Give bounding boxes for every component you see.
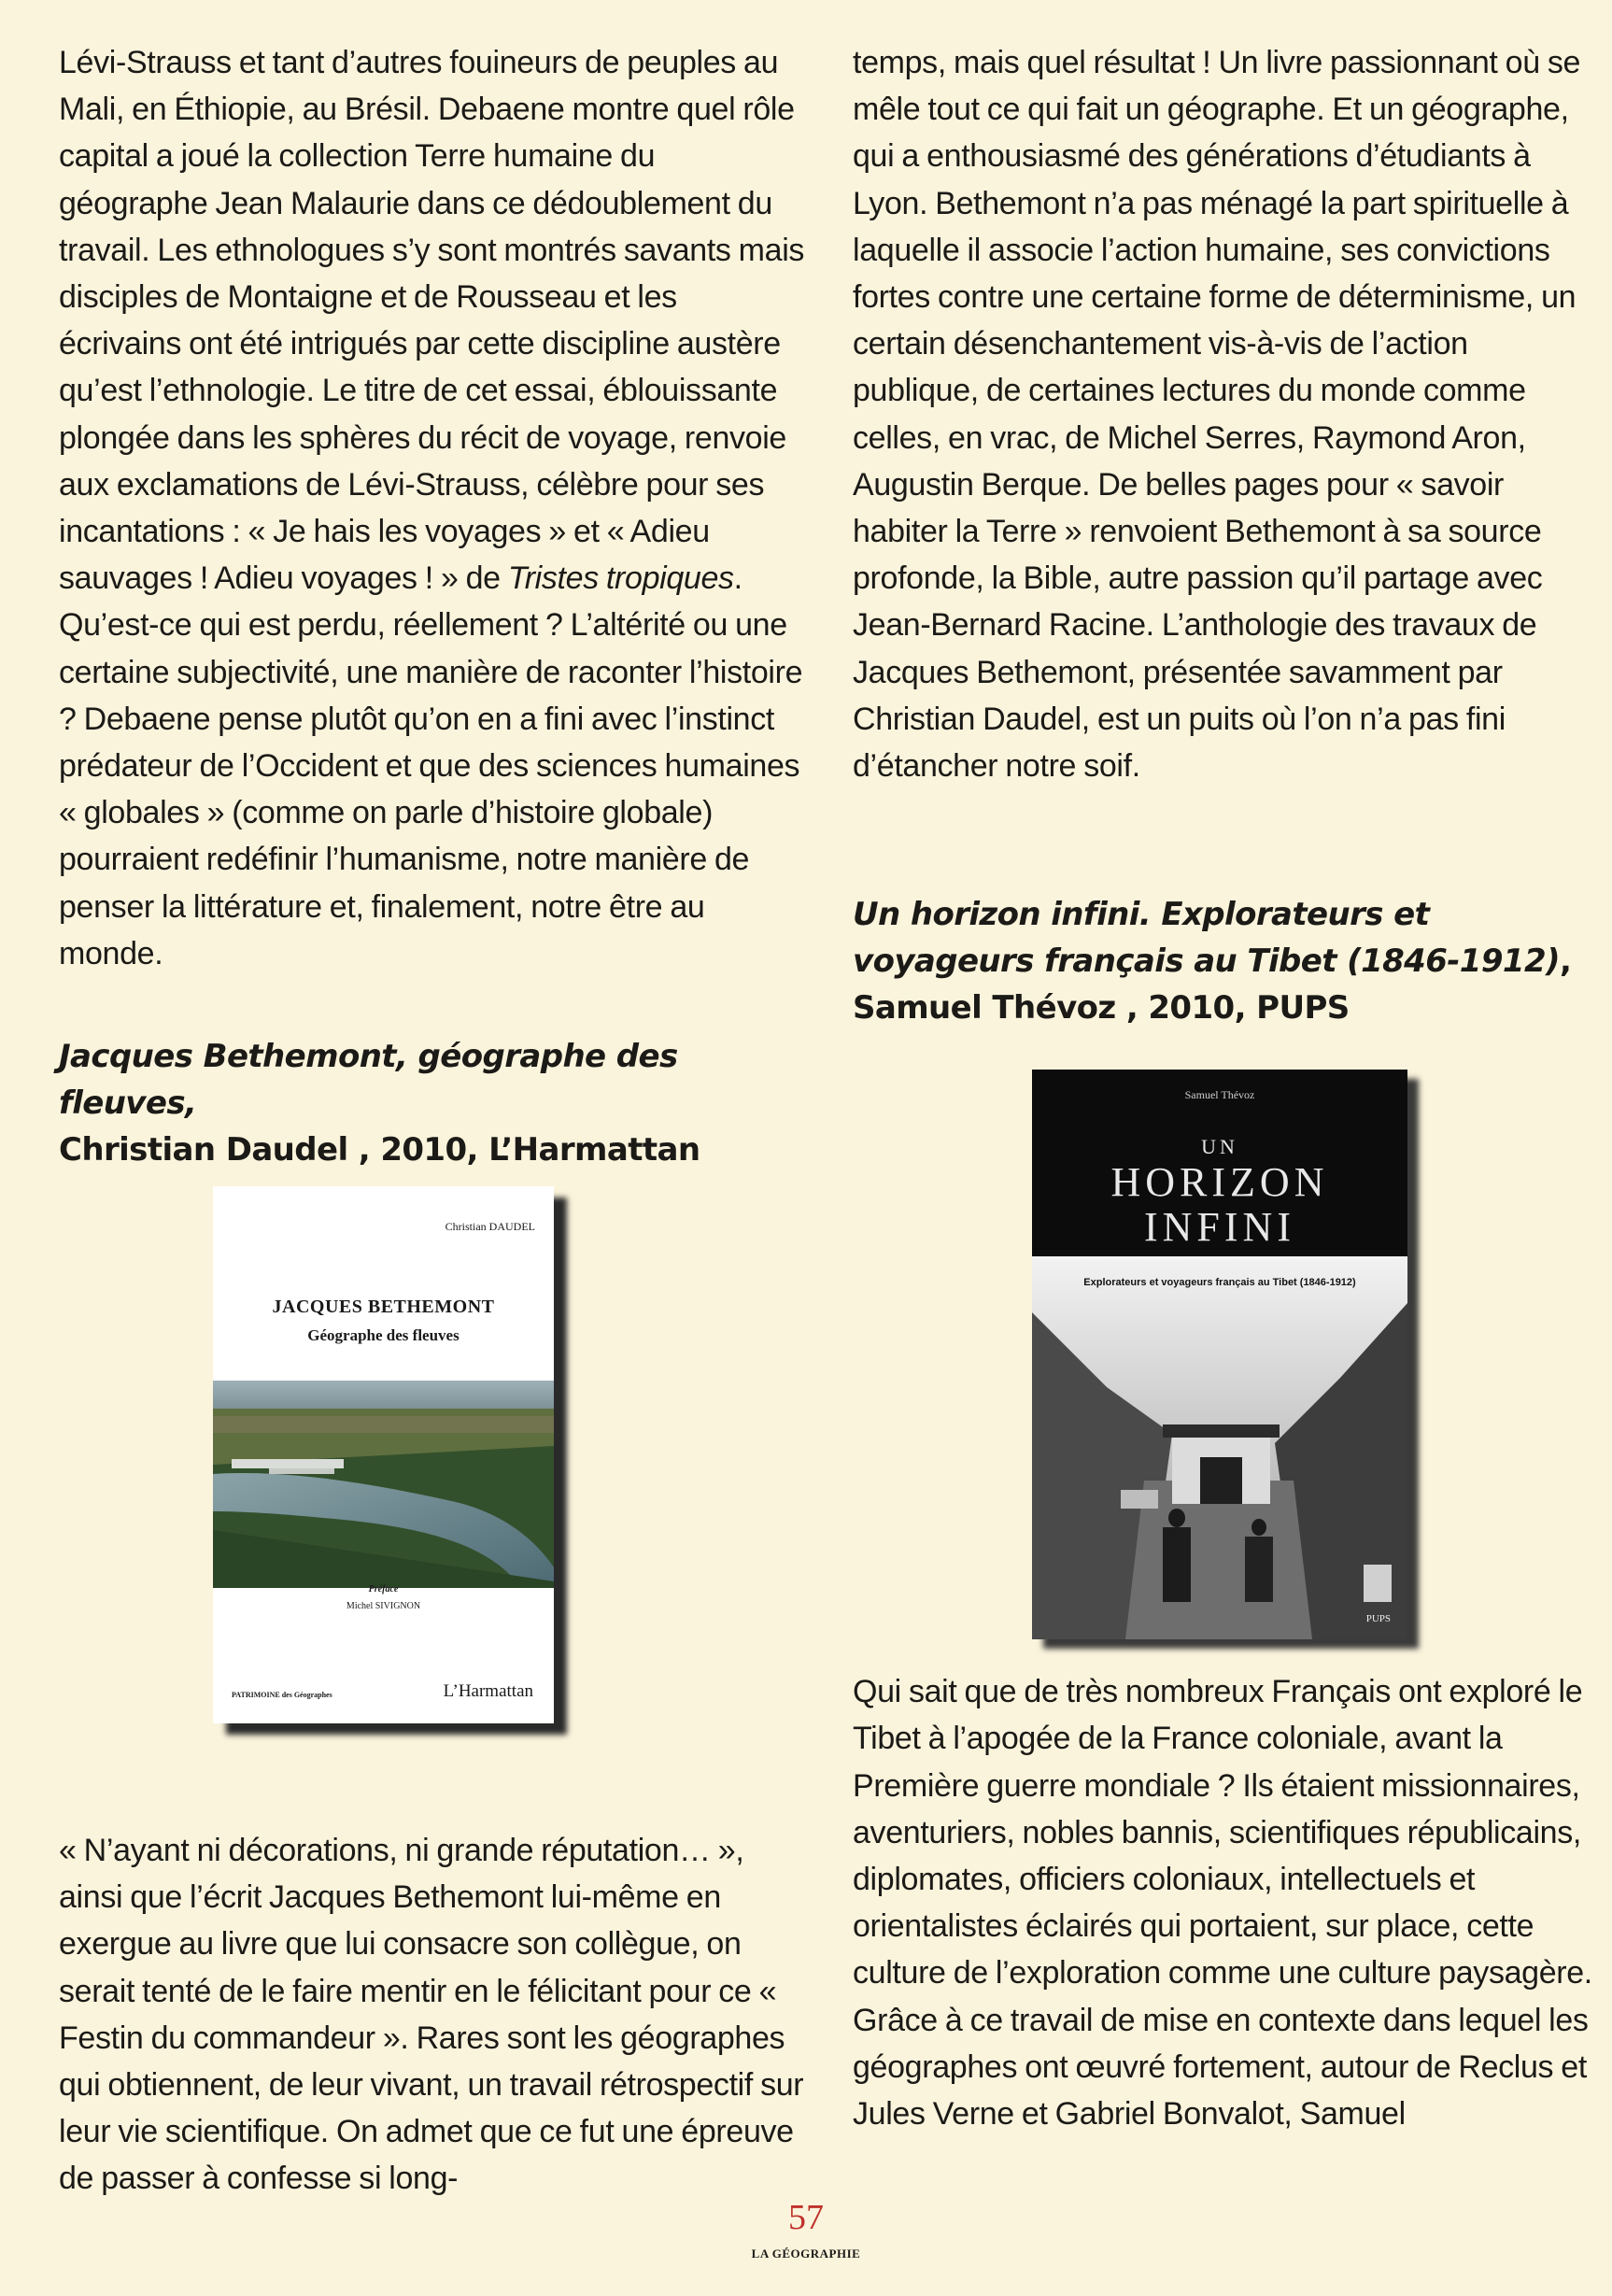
review-heading — [59, 1033, 806, 1173]
cover-title-line: HORIZON — [1110, 1159, 1329, 1205]
paragraph-text: Lévi-Strauss et tant d’autres fouineurs de peuples au Mali, en Éthiopie, au Brésil. Debaene montre quel rôle capital a joué la collection Terre humaine du géographe Jean Malaurie dans ce dédoublement du travail. Les ethnologues s’y sont montrés savants mais disciples de Montaigne et de Rousseau et les écrivains ont été intrigués par cette discipline austère qu’est l’ethnologie. Le titre de cet essai, éblouissante plongée dans les sphères du récit de voyage, renvoie aux exclamations de Lévi-Strauss, célèbre pour ses incantations : « Je hais les voyages » et « Adieu sauvages ! Adieu voyages ! » de — [59, 45, 805, 597]
cover-publisher: L’Harmattan — [443, 1681, 533, 1701]
cover-title-line: INFINI — [1144, 1204, 1295, 1250]
review-book-details: , Samuel Thévoz , 2010, PUPS — [853, 942, 1572, 1028]
cover-author: Samuel Thévoz — [1184, 1088, 1255, 1101]
review-heading — [853, 891, 1600, 1031]
cover-subtitle: Géographe des fleuves — [307, 1326, 460, 1344]
cover-collection: PATRIMOINE des Géographes — [232, 1691, 332, 1699]
cover-preface-name: Michel SIVIGNON — [346, 1601, 421, 1611]
cover-author: Christian DAUDEL — [445, 1220, 535, 1233]
tibet-monastery-photo — [1032, 1256, 1407, 1639]
paragraph-text: . Qu’est-ce qui est perdu, réellement ? L’altérité ou une certaine subjectivité, une manière de raconter l’histoire ? Debaene pense plutôt qu’on en a fini avec l’instinct prédateur de l’Occident et que des sciences humaines « globales » (comme on parle d’histoire globale) pourraient redéfinir l’humanisme, notre manière de penser la littérature et, finalement, notre être au monde. — [59, 560, 803, 971]
left-column — [59, 39, 806, 2203]
review-book-title: Un horizon infini. Explorateurs et voyageurs français au Tibet (1846-1912) — [853, 896, 1560, 981]
review-book-title: Jacques Bethemont, géographe des fleuves, — [59, 1038, 678, 1123]
review-book-details: Christian Daudel , 2010, L’Harmattan — [59, 1131, 700, 1169]
page-number: 57 — [788, 2198, 824, 2237]
cover-title: JACQUES BETHEMONT — [272, 1297, 495, 1317]
book-title-emphasis: Tristes tropiques — [507, 560, 734, 597]
book-cover-horizon-infini — [1032, 1070, 1407, 1639]
cover-preface-label: Préface — [368, 1584, 399, 1594]
cover-title-line: UN — [1201, 1135, 1238, 1158]
book-cover-bethemont — [213, 1186, 554, 1723]
cover-subtitle: Explorateurs et voyageurs français au Tibet (1846-1912) — [1083, 1277, 1356, 1288]
cover-publisher: PUPS — [1365, 1613, 1391, 1624]
article-paragraph — [59, 39, 806, 977]
article-paragraph: « N’ayant ni décorations, ni grande réputation… », ainsi que l’écrit Jacques Bethemont lui-même en exergue au livre que lui consacre son collègue, on serait tenté de le faire mentir en le félicitant pour ce « Festin du commandeur ». Rares sont les géographes qui obtiennent, de leur vivant, un travail rétrospectif sur leur vie scientifique. On admet que ce fut une épreuve de passer à confesse si long- — [59, 1833, 804, 2197]
running-footer: LA GÉOGRAPHIE — [751, 2246, 861, 2261]
article-paragraph: Qui sait que de très nombreux Français ont exploré le Tibet à l’apogée de la France coloniale, avant la Première guerre mondiale ? Ils étaient missionnaires, aventuriers, nobles bannis, scientifiques républicains, diplomates, officiers coloniaux, intellectuels et orientalistes éclairés qui portaient, sur place, cette culture de l’exploration comme une culture paysagère. Grâce à ce travail de mise en contexte dans lequel les géographes ont œuvré fortement, autour de Reclus et Jules Verne et Gabriel Bonvalot, Samuel — [853, 1674, 1592, 2133]
river-landscape-photo — [213, 1381, 554, 1588]
article-paragraph: temps, mais quel résultat ! Un livre passionnant où se mêle tout ce qui fait un géographe. Et un géographe, qui a enthousiasmé des générations d’étudiants à Lyon. Bethemont n’a pas ménagé la part spirituelle à laquelle il associe l’action humaine, ses convictions fortes contre une certaine forme de déterminisme, un certain désenchantement vis-à-vis de l’action publique, de certaines lectures du monde comme celles, en vrac, de Michel Serres, Raymond Aron, Augustin Berque. De belles pages pour « savoir habiter la Terre » renvoient Bethemont à sa source profonde, la Bible, autre passion qu’il partage avec Jean-Bernard Racine. L’anthologie des travaux de Jacques Bethemont, présentée savamment par Christian Daudel, est un puits où l’on n’a pas fini d’étancher notre soif. — [853, 45, 1581, 785]
